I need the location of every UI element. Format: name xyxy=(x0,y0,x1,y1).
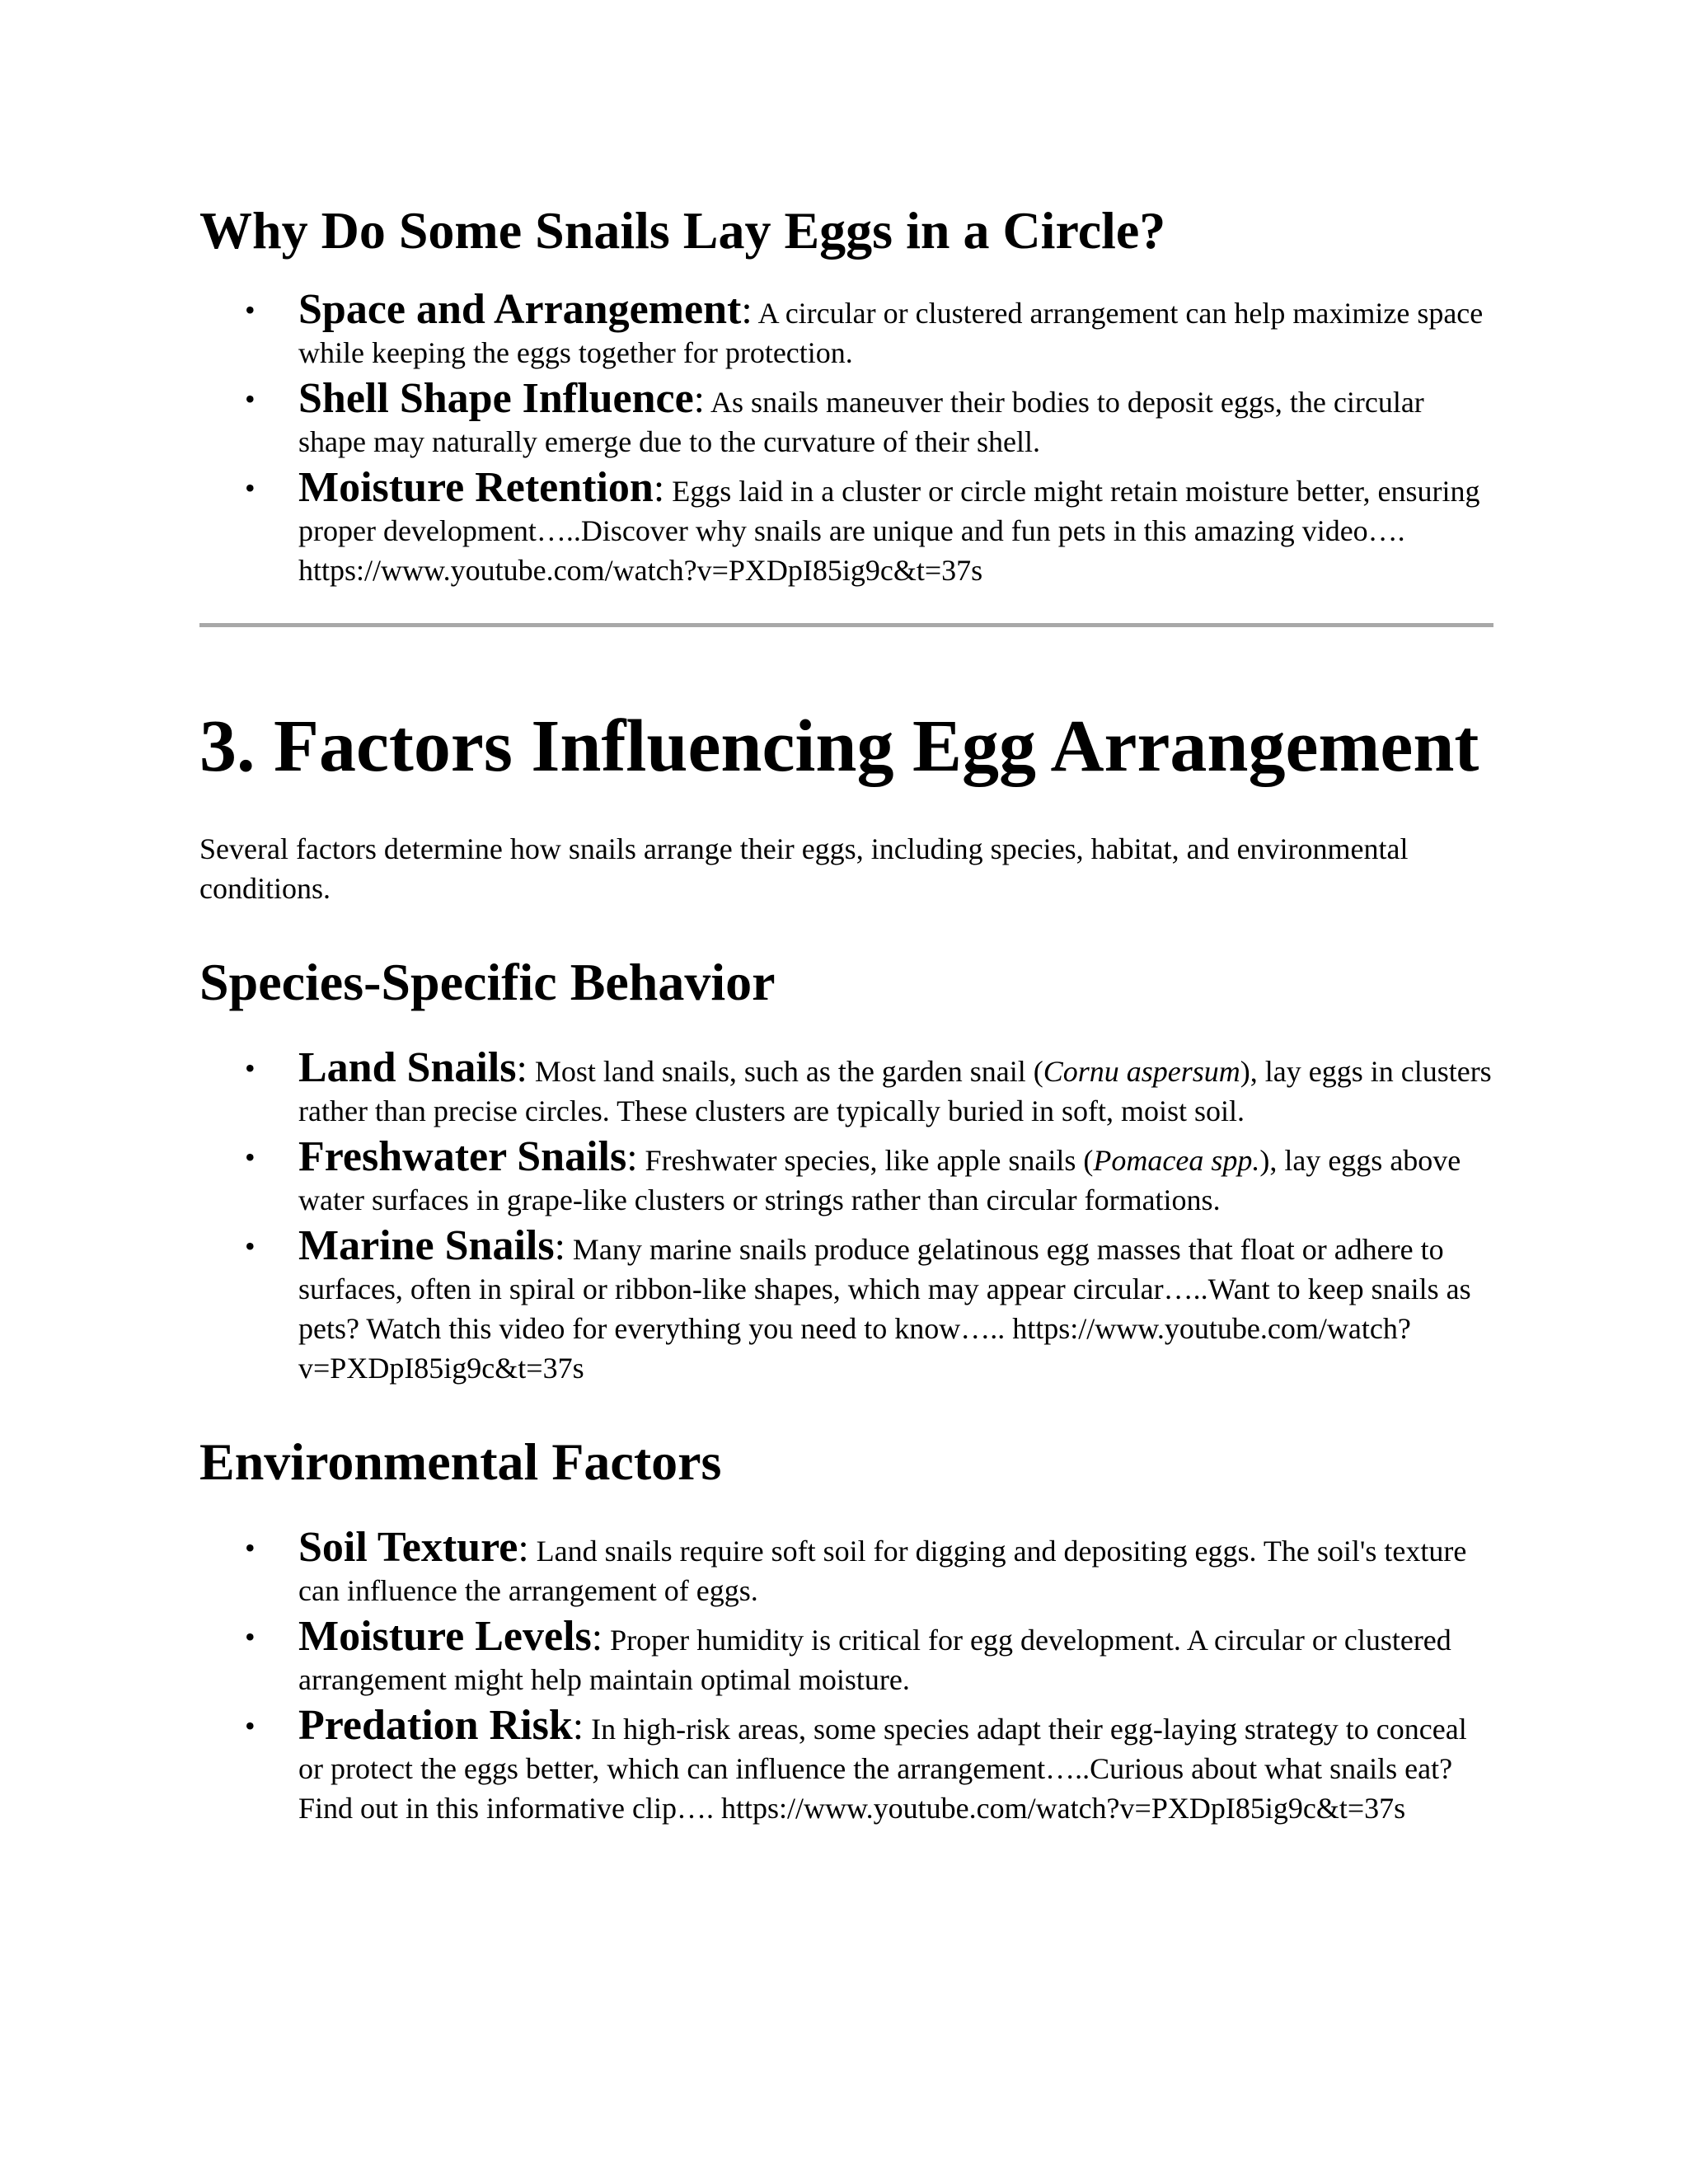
section-divider xyxy=(199,623,1493,627)
list-item xyxy=(199,1613,1493,1699)
list-item-text: ), lay eggs in clusters rather than precise circles. These clusters are typically buried in soft, moist soil. xyxy=(298,1055,1492,1127)
list-item xyxy=(199,375,1493,462)
list-item xyxy=(199,1044,1493,1131)
list-item xyxy=(199,464,1493,590)
list-item-colon: : xyxy=(653,466,665,510)
list-item-term: Predation Risk xyxy=(298,1702,573,1749)
list-item-text: Eggs laid in a cluster or circle might retain moisture better, ensuring proper development…..Discover why snails are unique and fun pets in this amazing video…. https://www.youtube.com/watch?v=PXDpI85ig9c&t=37s xyxy=(298,475,1480,587)
list-item-colon: : xyxy=(693,377,705,421)
bullet-icon: • xyxy=(245,471,256,504)
list-item-text: Many marine snails produce gelatinous egg masses that float or adhere to surfaces, often in spiral or ribbon-like shapes, which may appear circular…..Want to keep snails as pets? Watch this video for everything you need to know….. https://www.youtube.com/watch?v=PXDpI85ig9c&t=37s xyxy=(298,1233,1471,1385)
list-item-text: Freshwater species, like apple snails ( xyxy=(637,1144,1094,1177)
bullet-icon: • xyxy=(245,293,256,326)
list-item-term: Marine Snails xyxy=(298,1222,555,1269)
section-heading-environment: Environmental Factors xyxy=(199,1432,722,1491)
section-heading-species: Species-Specific Behavior xyxy=(199,953,776,1011)
list-item-text: Land snails require soft soil for digging and depositing eggs. The soil's texture can influence the arrangement of eggs. xyxy=(298,1535,1467,1607)
section-heading-factors: 3. Factors Influencing Egg Arrangement xyxy=(199,705,1479,787)
list-item-term: Soil Texture xyxy=(298,1524,518,1571)
environment-list xyxy=(199,1524,1493,1828)
list-item xyxy=(199,1222,1493,1388)
list-item-term: Moisture Retention xyxy=(298,464,654,511)
list-item-colon: : xyxy=(554,1225,565,1268)
list-item xyxy=(199,1524,1493,1610)
bullet-icon: • xyxy=(245,1531,256,1564)
bullet-icon: • xyxy=(245,382,256,415)
section-heading-why-circle: Why Do Some Snails Lay Eggs in a Circle? xyxy=(199,201,1166,260)
bullet-icon: • xyxy=(245,1620,256,1653)
list-item-colon: : xyxy=(626,1136,638,1179)
list-item-term: Moisture Levels xyxy=(298,1613,592,1660)
list-item-colon: : xyxy=(572,1704,584,1748)
list-item-colon: : xyxy=(591,1615,603,1659)
list-item-text: ), lay eggs above water surfaces in grape-like clusters or strings rather than circular formations. xyxy=(298,1144,1461,1216)
list-item xyxy=(199,1133,1493,1220)
list-item-text: Proper humidity is critical for egg development. A circular or clustered arrangement might help maintain optimal moisture. xyxy=(298,1624,1451,1696)
list-item-text: A circular or clustered arrangement can help maximize space while keeping the eggs together for protection. xyxy=(298,297,1484,369)
bullet-icon: • xyxy=(245,1709,256,1742)
list-item-term: Space and Arrangement xyxy=(298,286,742,333)
list-item-colon: : xyxy=(518,1526,529,1570)
list-item xyxy=(199,286,1493,373)
why-circle-list xyxy=(199,286,1493,590)
bullet-icon: • xyxy=(245,1141,256,1174)
list-item-term: Shell Shape Influence xyxy=(298,375,694,422)
list-item-term: Land Snails xyxy=(298,1044,517,1091)
species-list xyxy=(199,1044,1493,1388)
list-item-term: Freshwater Snails xyxy=(298,1133,627,1180)
species-name: Pomacea spp. xyxy=(1093,1144,1260,1177)
list-item-text: As snails maneuver their bodies to deposit eggs, the circular shape may naturally emerge due to the curvature of their shell. xyxy=(298,386,1424,458)
list-item-text: Most land snails, such as the garden snail ( xyxy=(527,1055,1043,1088)
bullet-icon: • xyxy=(245,1230,256,1263)
document-page xyxy=(199,198,1493,1828)
list-item-text: In high-risk areas, some species adapt their egg-laying strategy to conceal or protect the eggs better, which can influence the arrangement…..Curious about what snails eat? Find out in this informative clip…. https://www.youtube.com/watch?v=PXDpI85ig9c&t=37s xyxy=(298,1713,1467,1825)
species-name: Cornu aspersum xyxy=(1043,1055,1240,1088)
list-item xyxy=(199,1702,1493,1828)
list-item-colon: : xyxy=(516,1047,528,1090)
bullet-icon: • xyxy=(245,1052,256,1085)
section-intro-paragraph: Several factors determine how snails arrange their eggs, including species, habitat, and environmental conditions. xyxy=(199,832,1409,905)
list-item-colon: : xyxy=(741,288,753,332)
